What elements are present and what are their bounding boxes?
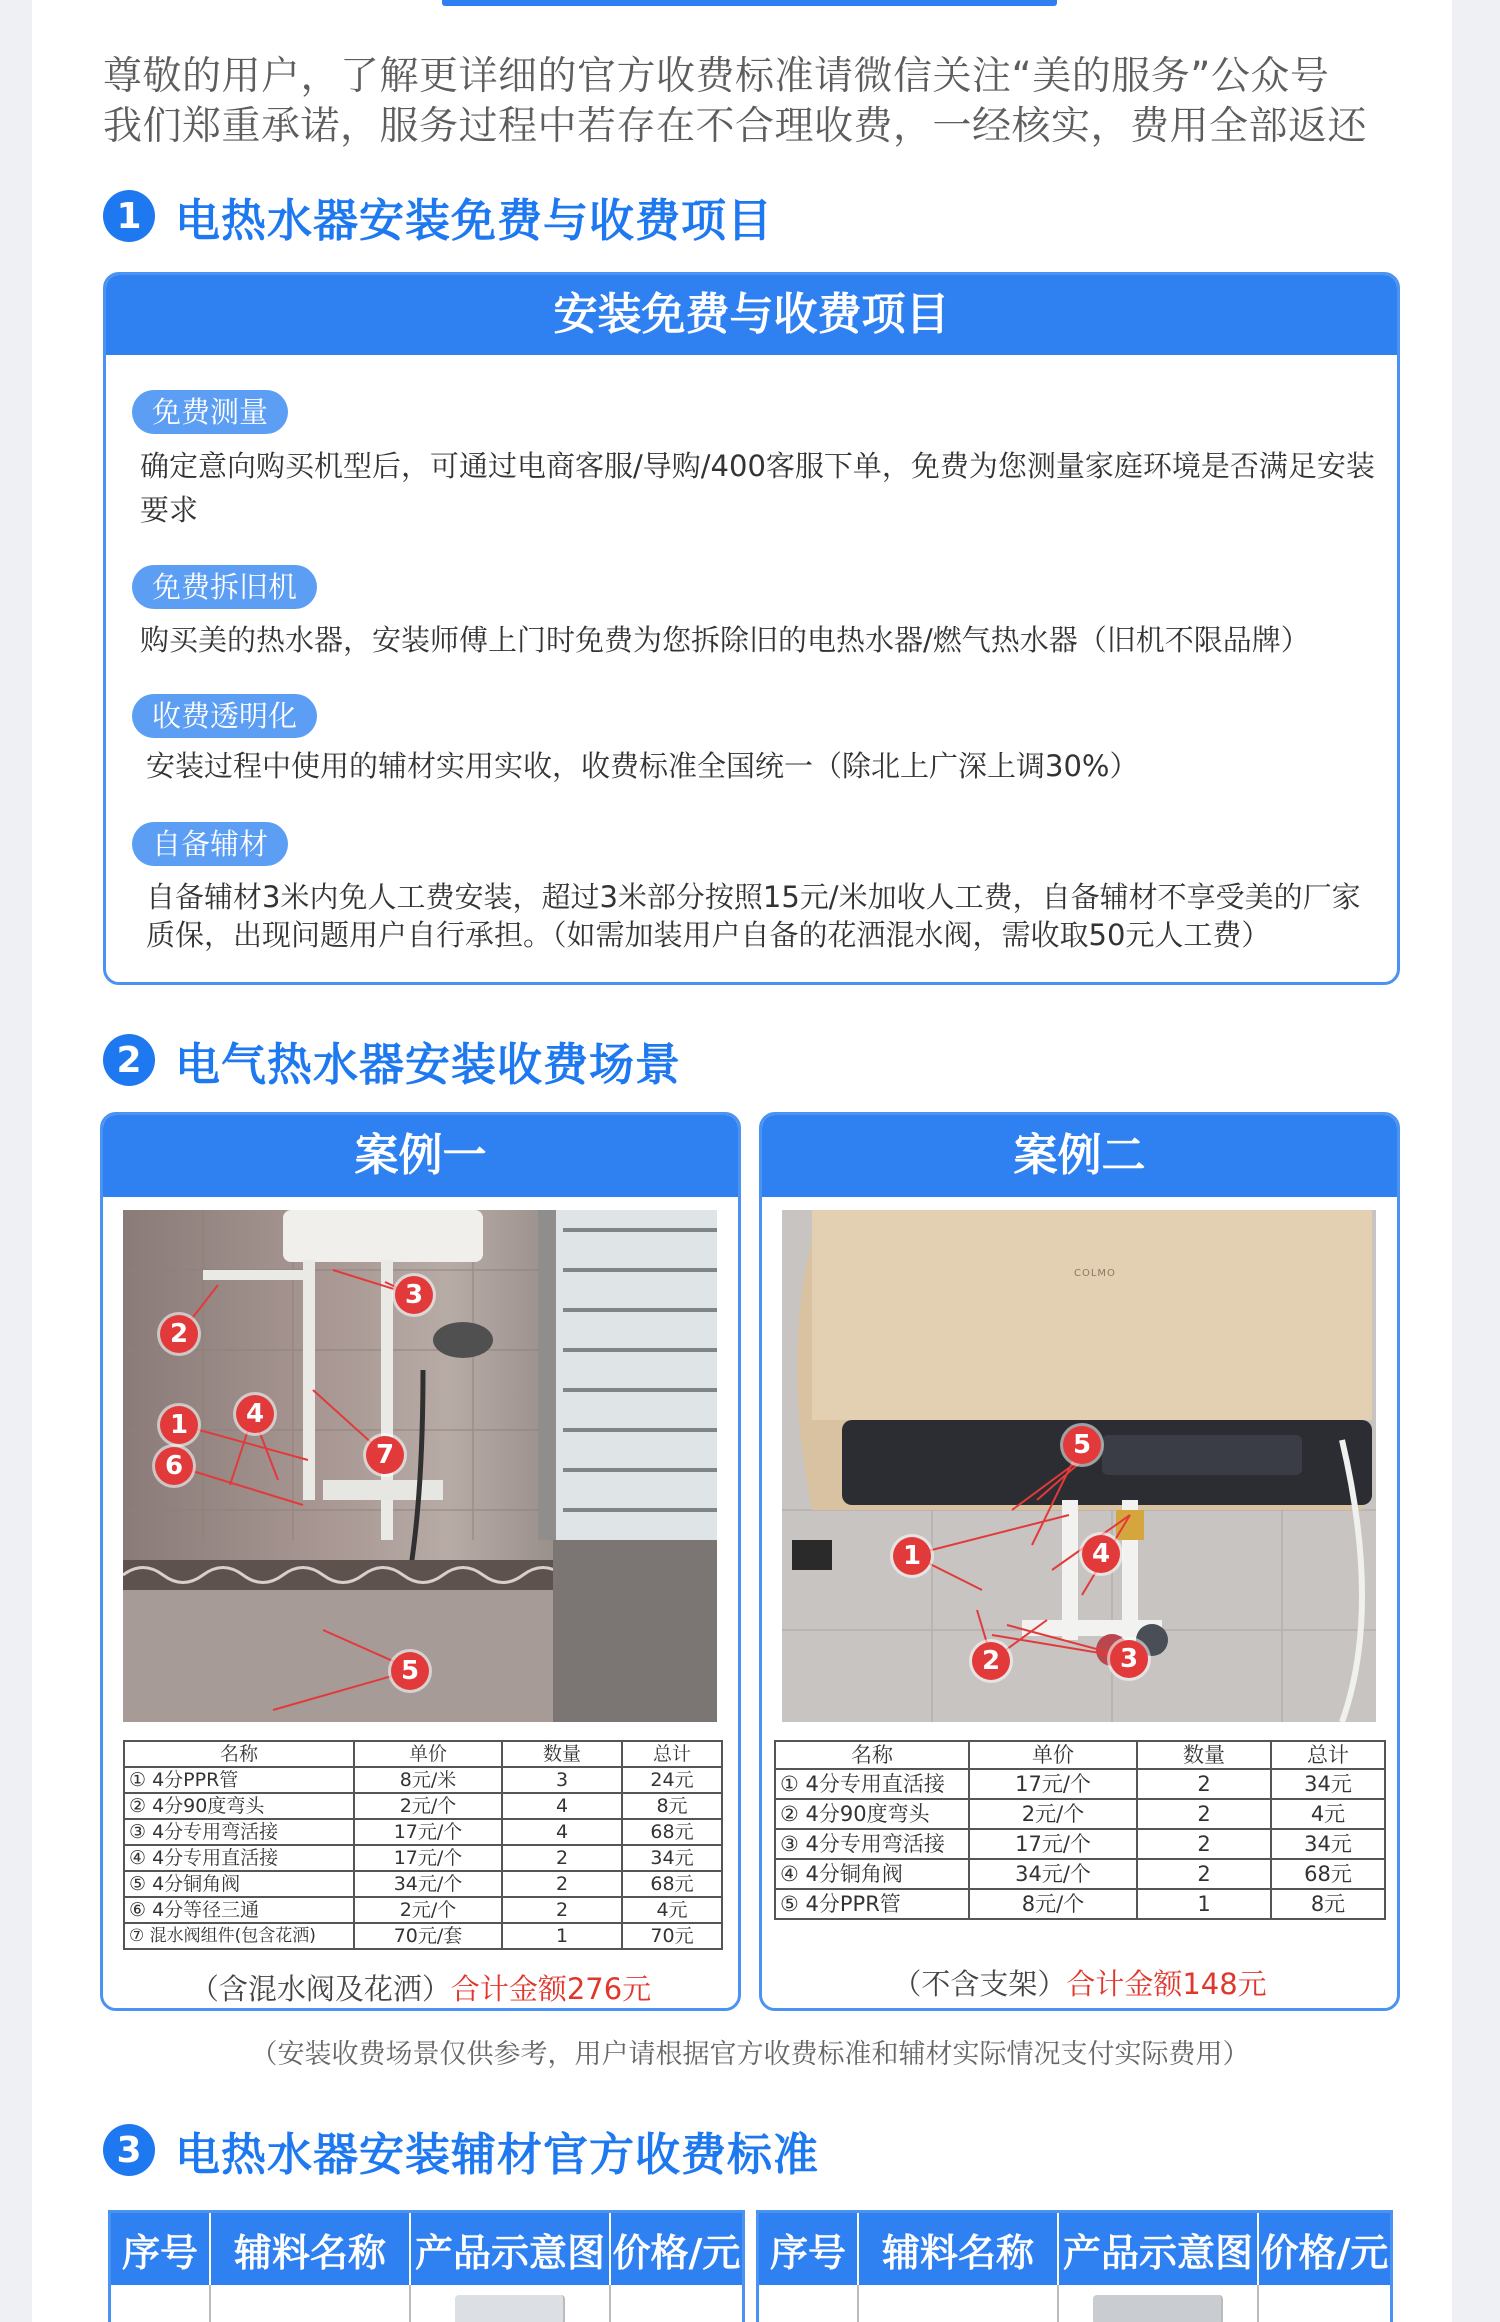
- table-row: [775, 1859, 1385, 1889]
- table-row: [124, 1923, 722, 1949]
- cell-qty: 2: [502, 1845, 622, 1871]
- standard-table-right-header: [759, 2213, 1390, 2285]
- table-row: [124, 1871, 722, 1897]
- case-1-title: 案例一: [103, 1115, 738, 1197]
- cell-total: 24元: [622, 1767, 722, 1793]
- cell-name: ② 4分90度弯头: [124, 1793, 354, 1819]
- case-2-total-amount: 合计金额148元: [1066, 1967, 1267, 2001]
- cell-price: 34元/个: [354, 1871, 502, 1897]
- cell-price: 2元/个: [354, 1793, 502, 1819]
- cell-total: 68元: [1271, 1859, 1385, 1889]
- text-transparent-fee: 安装过程中使用的辅材实用实收，收费标准全国统一（除北上广深上调30%）: [146, 749, 1139, 783]
- header-unit-price: 单价: [354, 1741, 502, 1767]
- cell-qty: 2: [1137, 1829, 1271, 1859]
- case-1-note: （含混水阀及花洒）: [189, 1972, 451, 2006]
- cell-name: ⑤ 4分铜角阀: [124, 1871, 354, 1897]
- case-2-price-table: [774, 1740, 1386, 1920]
- standard-table-right: [756, 2210, 1393, 2322]
- cell-price: 17元/个: [354, 1845, 502, 1871]
- case-2-marker-2: 2: [972, 1642, 1010, 1680]
- header-price: 价格/元: [612, 2230, 741, 2275]
- section-1-number: 1: [103, 190, 155, 242]
- case-1-marker-2: 2: [160, 1315, 198, 1353]
- cell-price: 70元/套: [354, 1923, 502, 1949]
- cell-price: 34元/个: [969, 1859, 1137, 1889]
- cell-total: 4元: [622, 1897, 722, 1923]
- case-1-marker-7: 7: [366, 1436, 404, 1474]
- cell-price: 8元/米: [354, 1767, 502, 1793]
- text-free-removal: 购买美的热水器，安装师傅上门时免费为您拆除旧的电热水器/燃气热水器（旧机不限品牌）: [140, 623, 1310, 657]
- table-header-row: [775, 1741, 1385, 1769]
- section-2-number: 2: [103, 1034, 155, 1086]
- section-2-title: [103, 1030, 681, 1090]
- table-row: [124, 1793, 722, 1819]
- cell-qty: 4: [502, 1793, 622, 1819]
- product-image-placeholder: [455, 2295, 565, 2322]
- header-total: 总计: [1271, 1741, 1385, 1769]
- cell-qty: 2: [502, 1897, 622, 1923]
- header-material-name: 辅料名称: [859, 2213, 1059, 2285]
- cell-qty: 1: [502, 1923, 622, 1949]
- cell-total: 68元: [622, 1871, 722, 1897]
- cell-name: ④ 4分专用直活接: [124, 1845, 354, 1871]
- card-title: 安装免费与收费项目: [106, 275, 1397, 355]
- cell-qty: 1: [1137, 1889, 1271, 1919]
- notice: [103, 52, 1423, 152]
- case-2-title: 案例二: [762, 1115, 1397, 1197]
- table-row: [124, 1767, 722, 1793]
- case-2-brand-label: COLMO: [1074, 1268, 1116, 1279]
- case-2-marker-1: 1: [893, 1537, 931, 1575]
- case-1-marker-5: 5: [391, 1652, 429, 1690]
- header-name: 名称: [124, 1741, 354, 1767]
- table-header-row: [124, 1741, 722, 1767]
- case-1-price-table: [123, 1740, 723, 1950]
- notice-line-2: 我们郑重承诺，服务过程中若存在不合理收费，一经核实，费用全部返还: [103, 104, 1368, 149]
- section-1-title: [103, 186, 773, 246]
- header-serial: 序号: [111, 2213, 211, 2285]
- header-qty: 数量: [1137, 1741, 1271, 1769]
- case-2-note: （不含支架）: [892, 1967, 1067, 2001]
- section-3-title: [103, 2120, 819, 2180]
- case-2-marker-4: 4: [1082, 1535, 1120, 1573]
- cell-name: ② 4分90度弯头: [775, 1799, 969, 1829]
- section-2-heading: 电气热水器安装收费场景: [175, 1037, 682, 1091]
- cell-total: 34元: [622, 1845, 722, 1871]
- cell-qty: 2: [1137, 1799, 1271, 1829]
- cell-name: ④ 4分铜角阀: [775, 1859, 969, 1889]
- case-1-marker-1: 1: [160, 1406, 198, 1444]
- tag-own-materials: 自备辅材: [132, 822, 288, 866]
- case-1-marker-3: 3: [395, 1276, 433, 1314]
- cell-total: 68元: [622, 1819, 722, 1845]
- cell-name: ⑦ 混水阀组件(包含花洒): [124, 1923, 354, 1949]
- top-accent-bar: [442, 0, 1057, 6]
- cell-qty: 3: [502, 1767, 622, 1793]
- tag-free-measure: 免费测量: [132, 390, 288, 434]
- scenario-disclaimer: （安装收费场景仅供参考，用户请根据官方收费标准和辅材实际情况支付实际费用）: [250, 2039, 1250, 2070]
- product-image-placeholder: [1093, 2295, 1223, 2322]
- tag-transparent-fee: 收费透明化: [132, 694, 317, 738]
- case-1-total: [100, 1967, 741, 2008]
- table-row: [124, 1819, 722, 1845]
- case-2-total: [759, 1962, 1400, 2003]
- case-1-total-amount: 合计金额276元: [450, 1972, 652, 2006]
- section-3-heading: 电热水器安装辅材官方收费标准: [175, 2127, 820, 2181]
- table-row: [124, 1897, 722, 1923]
- text-own-materials: 自备辅材3米内免人工费安装，超过3米部分按照15元/米加收人工费，自备辅材不享受美的厂家质保，出现问题用户自行承担。（如需加装用户自备的花洒混水阀，需收取50元人工费）: [146, 880, 1361, 952]
- table-row: [775, 1889, 1385, 1919]
- cell-name: ① 4分专用直活接: [775, 1769, 969, 1799]
- case-2-marker-3: 3: [1110, 1640, 1148, 1678]
- header-product-image: 产品示意图: [411, 2213, 611, 2285]
- cell-total: 8元: [622, 1793, 722, 1819]
- cell-total: 8元: [1271, 1889, 1385, 1919]
- section-1-heading: 电热水器安装免费与收费项目: [175, 193, 774, 247]
- case-2-marker-5: 5: [1063, 1426, 1101, 1464]
- standard-table-left: [108, 2210, 745, 2322]
- cell-name: ③ 4分专用弯活接: [124, 1819, 354, 1845]
- header-name: 名称: [775, 1741, 969, 1769]
- case-2-photo: [782, 1210, 1376, 1722]
- header-price: 价格/元: [1260, 2230, 1389, 2275]
- table-row: [775, 1769, 1385, 1799]
- case-1-photo: [123, 1210, 717, 1722]
- header-qty: 数量: [502, 1741, 622, 1767]
- table-row: [111, 2285, 742, 2322]
- cell-name: ⑥ 4分等径三通: [124, 1897, 354, 1923]
- header-material-name: 辅料名称: [211, 2213, 411, 2285]
- cell-price: 17元/个: [969, 1769, 1137, 1799]
- cell-qty: 2: [502, 1871, 622, 1897]
- cell-total: 4元: [1271, 1799, 1385, 1829]
- standard-table-left-header: [111, 2213, 742, 2285]
- cell-total: 34元: [1271, 1769, 1385, 1799]
- header-product-image: 产品示意图: [1059, 2213, 1259, 2285]
- cell-price: 17元/个: [969, 1829, 1137, 1859]
- cell-price: 2元/个: [354, 1897, 502, 1923]
- table-row: [775, 1829, 1385, 1859]
- section-3-number: 3: [103, 2124, 155, 2176]
- table-row: [775, 1799, 1385, 1829]
- header-serial: 序号: [759, 2213, 859, 2285]
- cell-price: 17元/个: [354, 1819, 502, 1845]
- text-free-measure: 确定意向购买机型后，可通过电商客服/导购/400客服下单，免费为您测量家庭环境是否满足安装要求: [140, 449, 1375, 527]
- table-row: [759, 2285, 1390, 2322]
- cell-qty: 2: [1137, 1859, 1271, 1889]
- table-row: [124, 1845, 722, 1871]
- cell-name: ③ 4分专用弯活接: [775, 1829, 969, 1859]
- tag-free-removal: 免费拆旧机: [132, 565, 317, 609]
- cell-price: 8元/个: [969, 1889, 1137, 1919]
- notice-line-1: 尊敬的用户，了解更详细的官方收费标准请微信关注“美的服务”公众号: [103, 54, 1330, 99]
- cell-name: ① 4分PPR管: [124, 1767, 354, 1793]
- cell-price: 2元/个: [969, 1799, 1137, 1829]
- cell-total: 70元: [622, 1923, 722, 1949]
- cell-qty: 2: [1137, 1769, 1271, 1799]
- case-1-marker-6: 6: [155, 1447, 193, 1485]
- header-unit-price: 单价: [969, 1741, 1137, 1769]
- cell-total: 34元: [1271, 1829, 1385, 1859]
- cell-qty: 4: [502, 1819, 622, 1845]
- cell-name: ⑤ 4分PPR管: [775, 1889, 969, 1919]
- case-1-marker-4: 4: [236, 1395, 274, 1433]
- header-total: 总计: [622, 1741, 722, 1767]
